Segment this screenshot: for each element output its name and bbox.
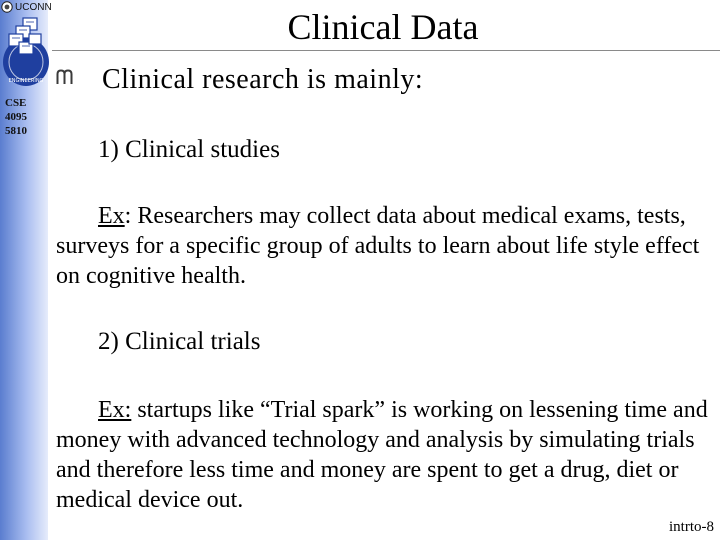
list-item-clinical-trials: 2) Clinical trials [98,328,261,355]
list-item-clinical-studies: 1) Clinical studies [98,136,280,163]
example-text: : Researchers may collect data about medical exams, tests, surveys for a specific group of adults to learn about life style effect on cognitive health. [56,203,700,289]
slide-footer: intrto-8 [669,519,714,535]
example-text: startups like “Trial spark” is working on lessening time and money with advanced technology and analysis by simulating trials and therefore less time and money are spent to get a drug, diet or medical device out. [56,397,708,513]
course-code-line: CSE [5,97,27,109]
bullet-m-icon [56,68,73,85]
example-paragraph-studies [56,201,718,291]
main-bullet: Clinical research is mainly: [102,64,424,95]
university-name: UCONN [15,2,52,13]
sidebar-bar [0,0,52,540]
course-code-line: 5810 [5,125,27,137]
course-code-line: 4095 [5,111,27,123]
example-label: Ex [98,203,125,229]
svg-text:ENGINEERING: ENGINEERING [8,78,44,84]
example-label: Ex: [98,397,132,423]
course-code [5,96,27,138]
slide-title: Clinical Data [287,7,479,47]
example-paragraph-trials [56,395,718,515]
title-divider [52,50,720,51]
